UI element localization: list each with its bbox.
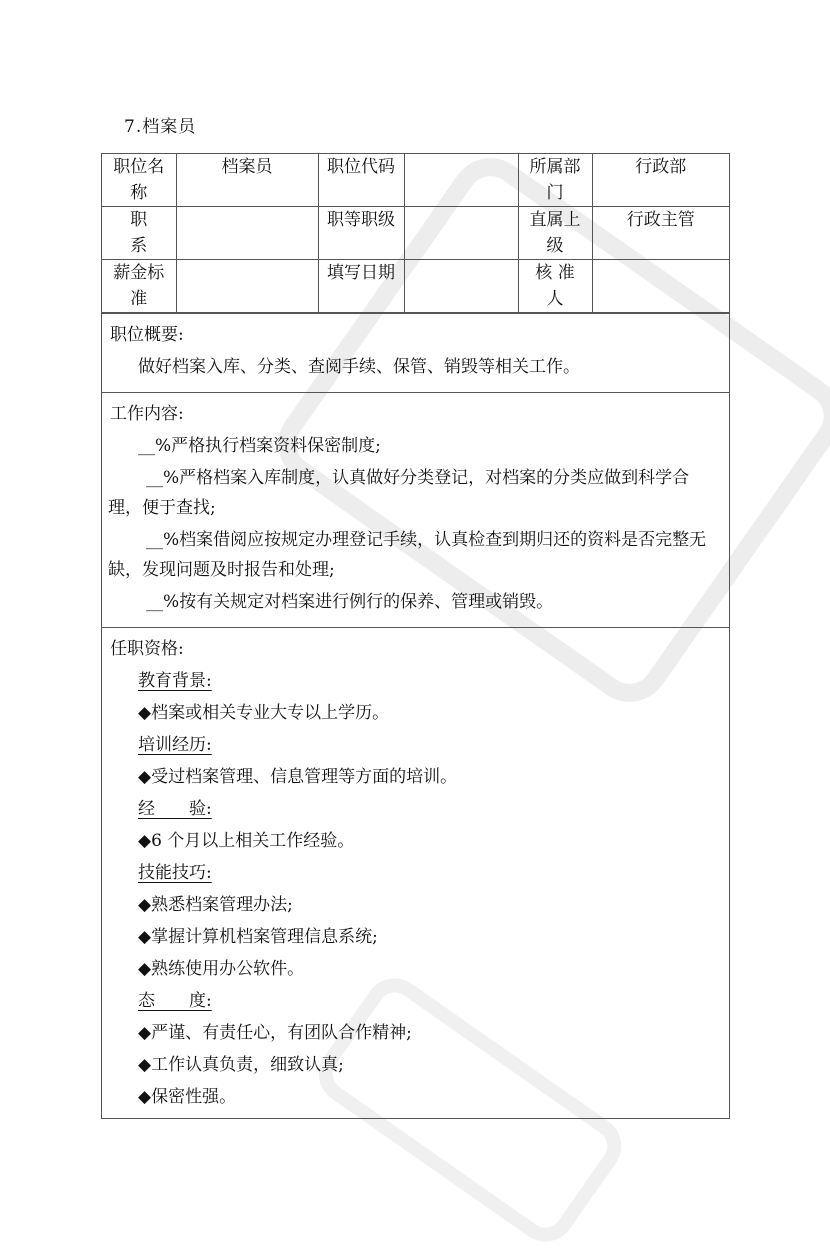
skills-item: ◆熟悉档案管理办法; xyxy=(138,895,293,915)
label-fill-date: 填写日期 xyxy=(318,260,404,313)
education-label: 教育背景: xyxy=(138,671,212,691)
skills-item: ◆掌握计算机档案管理信息系统; xyxy=(138,927,378,947)
value-job-family xyxy=(176,207,318,260)
duty-item: __%档案借阅应按规定办理登记手续，认真检查到期归还的资料是否完整无缺，发现问题及时报告和处理; xyxy=(108,530,707,580)
label-position-name: 职位名称 xyxy=(102,154,176,207)
skills-item: ◆熟练使用办公软件。 xyxy=(138,959,305,979)
job-description-form xyxy=(101,153,730,1119)
value-supervisor: 行政主管 xyxy=(592,207,729,260)
duty-item: __%严格执行档案资料保密制度; xyxy=(138,436,381,456)
experience-item: ◆6 个月以上相关工作经验。 xyxy=(138,831,355,851)
value-approver xyxy=(592,260,729,313)
label-position-code: 职位代码 xyxy=(318,154,404,207)
qualifications-heading: 任职资格: xyxy=(110,639,184,659)
value-fill-date xyxy=(404,260,518,313)
value-grade xyxy=(404,207,518,260)
label-supervisor: 直属上级 xyxy=(518,207,592,260)
duty-item: __%严格档案入库制度，认真做好分类登记，对档案的分类应做到科学合理，便于查找; xyxy=(108,468,690,518)
info-row xyxy=(102,260,729,313)
info-row xyxy=(102,207,729,260)
summary-heading: 职位概要: xyxy=(110,325,184,345)
duty-item: __%按有关规定对档案进行例行的保养、管理或销毁。 xyxy=(146,592,554,612)
summary-section xyxy=(102,313,729,392)
value-position-name: 档案员 xyxy=(176,154,318,207)
duties-section xyxy=(102,392,729,627)
label-department: 所属部门 xyxy=(518,154,592,207)
value-salary xyxy=(176,260,318,313)
job-info-table xyxy=(102,154,729,313)
attitude-item: ◆保密性强。 xyxy=(138,1087,237,1107)
section-title: 7.档案员 xyxy=(124,117,197,137)
duties-heading: 工作内容: xyxy=(110,404,184,424)
label-grade: 职等职级 xyxy=(318,207,404,260)
training-label: 培训经历: xyxy=(138,735,212,755)
qualifications-section xyxy=(102,627,729,1118)
value-department: 行政部 xyxy=(592,154,729,207)
value-position-code xyxy=(404,154,518,207)
skills-label: 技能技巧: xyxy=(138,863,212,883)
label-job-family: 职系 xyxy=(102,207,176,260)
summary-text: 做好档案入库、分类、查阅手续、保管、销毁等相关工作。 xyxy=(138,357,580,377)
attitude-label: 态 度: xyxy=(138,991,212,1011)
experience-label: 经 验: xyxy=(138,799,212,819)
attitude-item: ◆工作认真负责，细致认真; xyxy=(138,1055,344,1075)
label-salary: 薪金标准 xyxy=(102,260,176,313)
education-item: ◆档案或相关专业大专以上学历。 xyxy=(138,703,390,723)
info-row xyxy=(102,154,729,207)
attitude-item: ◆严谨、有责任心，有团队合作精神; xyxy=(138,1023,412,1043)
training-item: ◆受过档案管理、信息管理等方面的培训。 xyxy=(138,767,458,787)
label-approver: 核 准 人 xyxy=(518,260,592,313)
